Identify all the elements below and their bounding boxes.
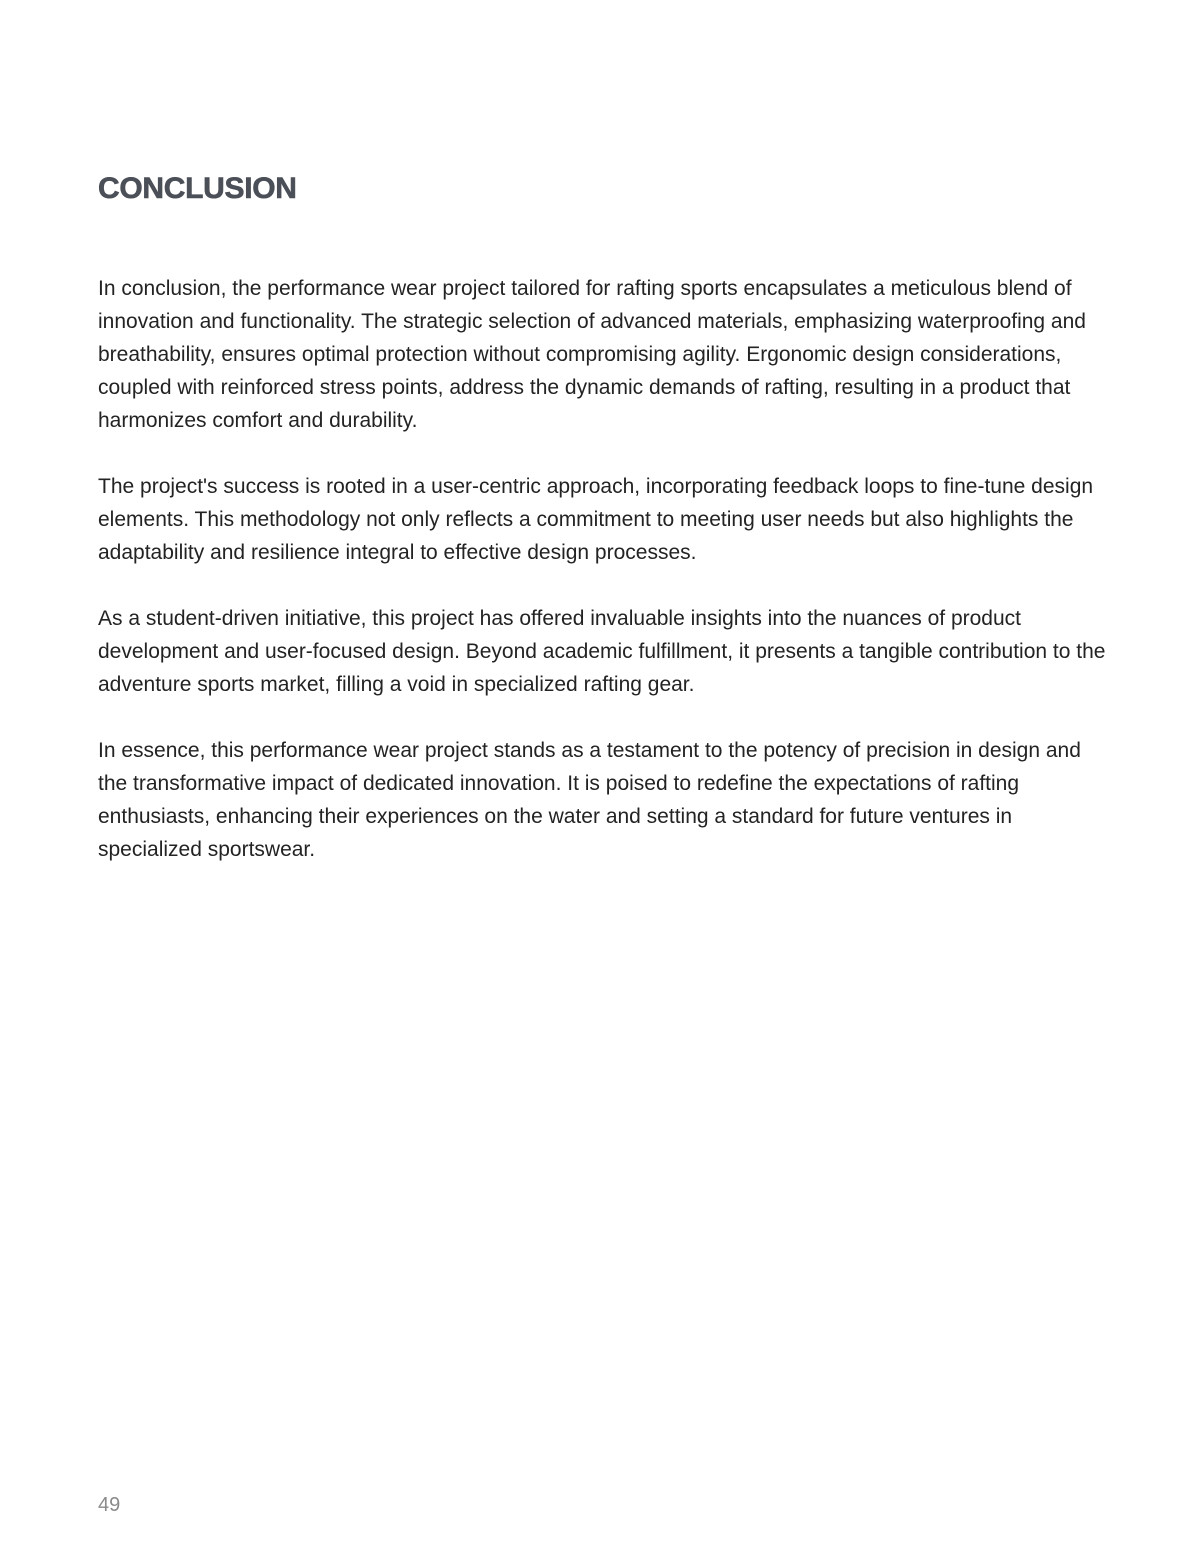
body-text xyxy=(98,272,1108,899)
section-heading: CONCLUSION xyxy=(98,172,297,205)
paragraph-3: As a student-driven initiative, this project has offered invaluable insights into the nuances of product development and user-focused design. Beyond academic fulfillment, it presents a tangible contribution to the adventure sports market, filling a void in specialized rafting gear. xyxy=(98,607,1106,696)
paragraph-1: In conclusion, the performance wear project tailored for rafting sports encapsulates a meticulous blend of innovation and functionality. The strategic selection of advanced materials, emphasizing waterproofing and breathability, ensures optimal protection without compromising agility. Ergonomic design considerations, coupled with reinforced stress points, address the dynamic demands of rafting, resulting in a product that harmonizes comfort and durability. xyxy=(98,277,1086,432)
paragraph-4: In essence, this performance wear project stands as a testament to the potency of precision in design and the transformative impact of dedicated innovation. It is poised to redefine the expectations of rafting enthusiasts, enhancing their experiences on the water and setting a standard for future ventures in specialized sportswear. xyxy=(98,739,1081,861)
page-number: 49 xyxy=(98,1494,121,1516)
paragraph-2: The project's success is rooted in a user-centric approach, incorporating feedback loops to fine-tune design elements. This methodology not only reflects a commitment to meeting user needs but also highlights the adaptability and resilience integral to effective design processes. xyxy=(98,475,1094,564)
